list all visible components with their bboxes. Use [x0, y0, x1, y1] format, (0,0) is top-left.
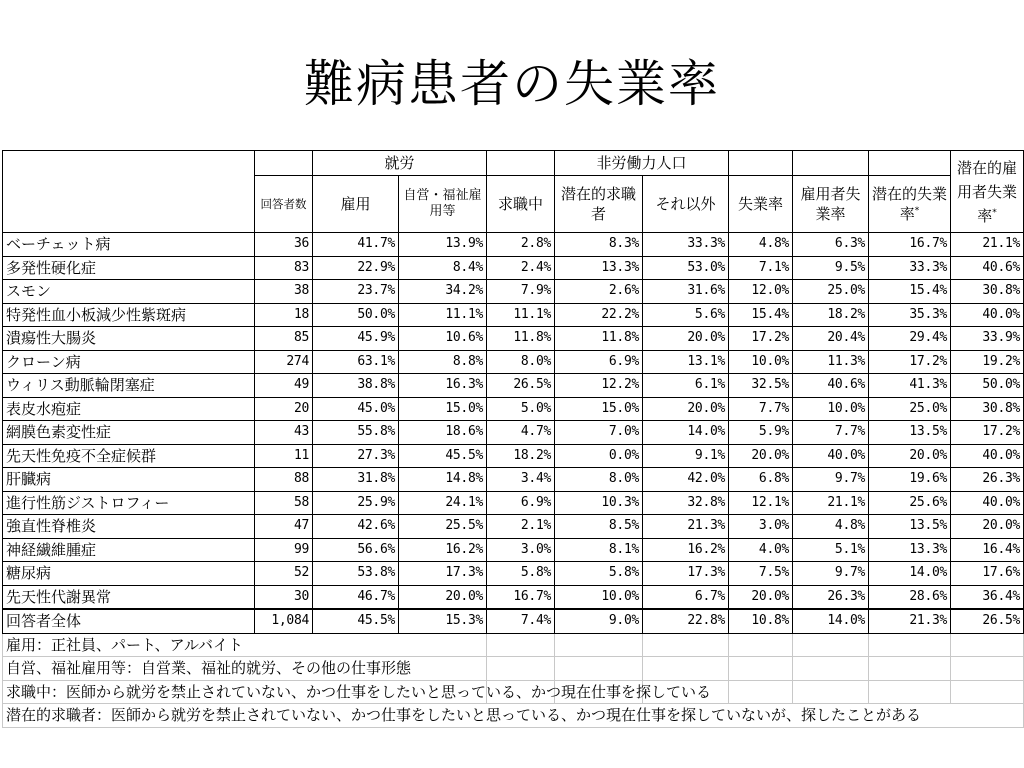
- value-cell: 20.0%: [869, 444, 951, 468]
- value-cell: 8.0%: [487, 350, 555, 374]
- header-latent-unemployment: [869, 176, 951, 233]
- table-row: [3, 350, 1024, 374]
- value-cell: 7.7%: [793, 421, 869, 445]
- header-job-seeking: 求職中: [487, 176, 555, 233]
- disease-name-cell: 強直性脊椎炎: [3, 515, 255, 539]
- value-cell: 30.8%: [951, 280, 1024, 304]
- footnote-empty-cell: [869, 680, 951, 704]
- table-row: [3, 444, 1024, 468]
- disease-name-cell: 特発性血小板減少性紫斑病: [3, 303, 255, 327]
- footnote-empty-cell: [487, 633, 555, 657]
- table-row: [3, 256, 1024, 280]
- value-cell: 20.0%: [399, 585, 487, 609]
- value-cell: 41.7%: [313, 233, 399, 257]
- value-cell: 12.0%: [729, 280, 793, 304]
- header-empty-2: [487, 151, 555, 176]
- footnote-text: 雇用：正社員、パート、アルバイト: [3, 633, 487, 657]
- disease-name-cell: 進行性筋ジストロフィー: [3, 491, 255, 515]
- footnote-empty-cell: [487, 657, 555, 681]
- value-cell: 5.8%: [487, 562, 555, 586]
- value-cell: 274: [255, 350, 313, 374]
- footnote-empty-cell: [729, 633, 793, 657]
- header-latent-unemployment-label: 潜在的失業率: [872, 185, 948, 223]
- disease-name-cell: 神経繊維腫症: [3, 538, 255, 562]
- disease-name-cell: 表皮水疱症: [3, 397, 255, 421]
- value-cell: 6.7%: [643, 585, 729, 609]
- value-cell: 2.4%: [487, 256, 555, 280]
- value-cell: 17.2%: [729, 327, 793, 351]
- value-cell: 2.8%: [487, 233, 555, 257]
- disease-name-cell: 糖尿病: [3, 562, 255, 586]
- value-cell: 8.5%: [555, 515, 643, 539]
- value-cell: 14.0%: [869, 562, 951, 586]
- disease-name-cell: 網膜色素変性症: [3, 421, 255, 445]
- value-cell: 22.8%: [643, 609, 729, 633]
- disease-name-cell: ウィリス動脈輪閉塞症: [3, 374, 255, 398]
- value-cell: 38: [255, 280, 313, 304]
- table-row: [3, 515, 1024, 539]
- value-cell: 17.3%: [643, 562, 729, 586]
- unemployment-table: [2, 150, 1024, 728]
- value-cell: 34.2%: [399, 280, 487, 304]
- header-latent-employee-unemployment: [951, 151, 1024, 233]
- value-cell: 10.6%: [399, 327, 487, 351]
- value-cell: 25.9%: [313, 491, 399, 515]
- value-cell: 26.3%: [793, 585, 869, 609]
- value-cell: 16.7%: [869, 233, 951, 257]
- value-cell: 50.0%: [313, 303, 399, 327]
- disease-name-cell: スモン: [3, 280, 255, 304]
- value-cell: 53.0%: [643, 256, 729, 280]
- value-cell: 15.4%: [729, 303, 793, 327]
- value-cell: 45.0%: [313, 397, 399, 421]
- value-cell: 19.2%: [951, 350, 1024, 374]
- footnote-row: [3, 657, 1024, 681]
- value-cell: 40.0%: [951, 303, 1024, 327]
- value-cell: 11.8%: [487, 327, 555, 351]
- value-cell: 9.7%: [793, 562, 869, 586]
- disease-name-cell: 回答者全体: [3, 609, 255, 633]
- value-cell: 18.6%: [399, 421, 487, 445]
- table-row: [3, 538, 1024, 562]
- value-cell: 13.1%: [643, 350, 729, 374]
- value-cell: 20.0%: [643, 397, 729, 421]
- value-cell: 19.6%: [869, 468, 951, 492]
- value-cell: 41.3%: [869, 374, 951, 398]
- footnote-empty-cell: [643, 657, 729, 681]
- value-cell: 33.3%: [643, 233, 729, 257]
- footnote-empty-cell: [793, 633, 869, 657]
- value-cell: 11.3%: [793, 350, 869, 374]
- value-cell: 14.8%: [399, 468, 487, 492]
- value-cell: 18.2%: [793, 303, 869, 327]
- value-cell: 10.0%: [729, 350, 793, 374]
- value-cell: 25.6%: [869, 491, 951, 515]
- value-cell: 22.2%: [555, 303, 643, 327]
- value-cell: 7.1%: [729, 256, 793, 280]
- value-cell: 13.5%: [869, 515, 951, 539]
- value-cell: 50.0%: [951, 374, 1024, 398]
- value-cell: 0.0%: [555, 444, 643, 468]
- header-empty-1: [255, 151, 313, 176]
- table-row: [3, 491, 1024, 515]
- value-cell: 40.6%: [951, 256, 1024, 280]
- value-cell: 17.2%: [951, 421, 1024, 445]
- value-cell: 9.1%: [643, 444, 729, 468]
- header-empty-3: [729, 151, 793, 176]
- value-cell: 7.0%: [555, 421, 643, 445]
- value-cell: 45.9%: [313, 327, 399, 351]
- value-cell: 83: [255, 256, 313, 280]
- header-employed: 雇用: [313, 176, 399, 233]
- value-cell: 6.3%: [793, 233, 869, 257]
- value-cell: 42.0%: [643, 468, 729, 492]
- footnote-text: 求職中：医師から就労を禁止されていない、かつ仕事をしたいと思っている、かつ現在仕事を探している: [3, 680, 487, 704]
- page-title: 難病患者の失業率: [304, 55, 720, 113]
- value-cell: 40.0%: [793, 444, 869, 468]
- value-cell: 9.0%: [555, 609, 643, 633]
- value-cell: 17.2%: [869, 350, 951, 374]
- value-cell: 4.8%: [793, 515, 869, 539]
- value-cell: 15.0%: [399, 397, 487, 421]
- value-cell: 20.0%: [729, 444, 793, 468]
- value-cell: 9.5%: [793, 256, 869, 280]
- disease-name-cell: 先天性代謝異常: [3, 585, 255, 609]
- header-blank-cell: [3, 151, 255, 233]
- footnote-empty-cell: [729, 657, 793, 681]
- value-cell: 20.0%: [729, 585, 793, 609]
- value-cell: 7.4%: [487, 609, 555, 633]
- disease-name-cell: 潰瘍性大腸炎: [3, 327, 255, 351]
- value-cell: 4.7%: [487, 421, 555, 445]
- value-cell: 8.3%: [555, 233, 643, 257]
- value-cell: 36: [255, 233, 313, 257]
- value-cell: 33.9%: [951, 327, 1024, 351]
- value-cell: 15.0%: [555, 397, 643, 421]
- value-cell: 26.5%: [951, 609, 1024, 633]
- value-cell: 32.5%: [729, 374, 793, 398]
- value-cell: 10.0%: [555, 585, 643, 609]
- value-cell: 5.1%: [793, 538, 869, 562]
- value-cell: 3.4%: [487, 468, 555, 492]
- header-empty-4: [793, 151, 869, 176]
- value-cell: 88: [255, 468, 313, 492]
- value-cell: 99: [255, 538, 313, 562]
- value-cell: 63.1%: [313, 350, 399, 374]
- value-cell: 14.0%: [793, 609, 869, 633]
- value-cell: 85: [255, 327, 313, 351]
- value-cell: 21.1%: [951, 233, 1024, 257]
- value-cell: 26.3%: [951, 468, 1024, 492]
- value-cell: 11: [255, 444, 313, 468]
- value-cell: 13.9%: [399, 233, 487, 257]
- value-cell: 15.4%: [869, 280, 951, 304]
- value-cell: 17.3%: [399, 562, 487, 586]
- value-cell: 20.0%: [951, 515, 1024, 539]
- value-cell: 4.0%: [729, 538, 793, 562]
- table-row: [3, 374, 1024, 398]
- value-cell: 16.3%: [399, 374, 487, 398]
- value-cell: 2.1%: [487, 515, 555, 539]
- value-cell: 6.1%: [643, 374, 729, 398]
- value-cell: 7.9%: [487, 280, 555, 304]
- value-cell: 8.8%: [399, 350, 487, 374]
- value-cell: 20.4%: [793, 327, 869, 351]
- footnote-text: 潜在的求職者：医師から就労を禁止されていない、かつ仕事をしたいと思っている、かつ現在仕事を探していないが、探したことがある: [3, 704, 1024, 728]
- value-cell: 42.6%: [313, 515, 399, 539]
- footnote-empty-cell: [869, 657, 951, 681]
- value-cell: 27.3%: [313, 444, 399, 468]
- value-cell: 16.2%: [643, 538, 729, 562]
- disease-name-cell: 多発性硬化症: [3, 256, 255, 280]
- footnote-row: [3, 704, 1024, 728]
- value-cell: 10.3%: [555, 491, 643, 515]
- footnote-empty-cell: [869, 633, 951, 657]
- value-cell: 3.0%: [487, 538, 555, 562]
- table-row: [3, 468, 1024, 492]
- value-cell: 28.6%: [869, 585, 951, 609]
- value-cell: 25.0%: [869, 397, 951, 421]
- table-row: [3, 280, 1024, 304]
- value-cell: 11.1%: [487, 303, 555, 327]
- value-cell: 21.3%: [643, 515, 729, 539]
- value-cell: 36.4%: [951, 585, 1024, 609]
- value-cell: 20: [255, 397, 313, 421]
- value-cell: 15.3%: [399, 609, 487, 633]
- value-cell: 12.2%: [555, 374, 643, 398]
- value-cell: 16.4%: [951, 538, 1024, 562]
- table-row: [3, 562, 1024, 586]
- value-cell: 11.1%: [399, 303, 487, 327]
- header-self-welfare: 自営・福祉雇用等: [399, 176, 487, 233]
- value-cell: 16.7%: [487, 585, 555, 609]
- value-cell: 49: [255, 374, 313, 398]
- footnote-row: [3, 680, 1024, 704]
- value-cell: 31.6%: [643, 280, 729, 304]
- table-row: [3, 233, 1024, 257]
- value-cell: 21.1%: [793, 491, 869, 515]
- value-cell: 58: [255, 491, 313, 515]
- value-cell: 32.8%: [643, 491, 729, 515]
- header-unemployment-rate: 失業率: [729, 176, 793, 233]
- header-latent-seekers: 潜在的求職者: [555, 176, 643, 233]
- value-cell: 29.4%: [869, 327, 951, 351]
- value-cell: 17.6%: [951, 562, 1024, 586]
- value-cell: 12.1%: [729, 491, 793, 515]
- value-cell: 6.8%: [729, 468, 793, 492]
- value-cell: 8.0%: [555, 468, 643, 492]
- footnote-row: [3, 633, 1024, 657]
- header-respondents: 回答者数: [255, 176, 313, 233]
- header-row-groups: [3, 151, 1024, 176]
- value-cell: 2.6%: [555, 280, 643, 304]
- value-cell: 53.8%: [313, 562, 399, 586]
- footnote-empty-cell: [951, 680, 1024, 704]
- value-cell: 20.0%: [643, 327, 729, 351]
- value-cell: 40.6%: [793, 374, 869, 398]
- value-cell: 52: [255, 562, 313, 586]
- value-cell: 23.7%: [313, 280, 399, 304]
- disease-name-cell: 肝臓病: [3, 468, 255, 492]
- value-cell: 25.0%: [793, 280, 869, 304]
- total-row: [3, 609, 1024, 633]
- footnote-empty-cell: [951, 633, 1024, 657]
- value-cell: 10.8%: [729, 609, 793, 633]
- disease-name-cell: ベーチェット病: [3, 233, 255, 257]
- header-others: それ以外: [643, 176, 729, 233]
- disease-name-cell: 先天性免疫不全症候群: [3, 444, 255, 468]
- value-cell: 47: [255, 515, 313, 539]
- value-cell: 16.2%: [399, 538, 487, 562]
- value-cell: 14.0%: [643, 421, 729, 445]
- table-row: [3, 585, 1024, 609]
- value-cell: 31.8%: [313, 468, 399, 492]
- value-cell: 5.0%: [487, 397, 555, 421]
- value-cell: 35.3%: [869, 303, 951, 327]
- footnote-empty-cell: [793, 680, 869, 704]
- value-cell: 8.1%: [555, 538, 643, 562]
- value-cell: 9.7%: [793, 468, 869, 492]
- footnote-empty-cell: [951, 657, 1024, 681]
- value-cell: 46.7%: [313, 585, 399, 609]
- value-cell: 13.3%: [869, 538, 951, 562]
- value-cell: 38.8%: [313, 374, 399, 398]
- value-cell: 7.5%: [729, 562, 793, 586]
- value-cell: 7.7%: [729, 397, 793, 421]
- table-row: [3, 397, 1024, 421]
- value-cell: 43: [255, 421, 313, 445]
- value-cell: 21.3%: [869, 609, 951, 633]
- value-cell: 5.8%: [555, 562, 643, 586]
- disease-name-cell: クローン病: [3, 350, 255, 374]
- value-cell: 10.0%: [793, 397, 869, 421]
- header-latent-employee-unemployment-label: 潜在的雇用者失業率: [957, 158, 1018, 225]
- footnote-empty-cell: [555, 657, 643, 681]
- value-cell: 22.9%: [313, 256, 399, 280]
- value-cell: 18.2%: [487, 444, 555, 468]
- header-employee-unemployment: 雇用者失業率: [793, 176, 869, 233]
- value-cell: 45.5%: [399, 444, 487, 468]
- value-cell: 6.9%: [555, 350, 643, 374]
- footnote-empty-cell: [729, 680, 793, 704]
- value-cell: 6.9%: [487, 491, 555, 515]
- value-cell: 26.5%: [487, 374, 555, 398]
- value-cell: 24.1%: [399, 491, 487, 515]
- value-cell: 11.8%: [555, 327, 643, 351]
- header-group-nonlabor: 非労働力人口: [555, 151, 729, 176]
- value-cell: 3.0%: [729, 515, 793, 539]
- value-cell: 5.6%: [643, 303, 729, 327]
- header-group-employment: 就労: [313, 151, 487, 176]
- table-row: [3, 421, 1024, 445]
- value-cell: 40.0%: [951, 444, 1024, 468]
- footnote-text: 自営、福祉雇用等：自営業、福祉的就労、その他の仕事形態: [3, 657, 487, 681]
- value-cell: 18: [255, 303, 313, 327]
- table-row: [3, 303, 1024, 327]
- value-cell: 13.3%: [555, 256, 643, 280]
- value-cell: 8.4%: [399, 256, 487, 280]
- value-cell: 13.5%: [869, 421, 951, 445]
- value-cell: 5.9%: [729, 421, 793, 445]
- footnote-empty-cell: [643, 633, 729, 657]
- value-cell: 55.8%: [313, 421, 399, 445]
- value-cell: 25.5%: [399, 515, 487, 539]
- value-cell: 1,084: [255, 609, 313, 633]
- footnote-empty-cell: [793, 657, 869, 681]
- value-cell: 4.8%: [729, 233, 793, 257]
- asterisk-mark: *: [992, 207, 997, 218]
- table-row: [3, 327, 1024, 351]
- value-cell: 33.3%: [869, 256, 951, 280]
- value-cell: 56.6%: [313, 538, 399, 562]
- footnote-empty-cell: [555, 633, 643, 657]
- value-cell: 40.0%: [951, 491, 1024, 515]
- asterisk-mark: *: [914, 206, 920, 216]
- value-cell: 30.8%: [951, 397, 1024, 421]
- value-cell: 45.5%: [313, 609, 399, 633]
- header-empty-5: [869, 151, 951, 176]
- value-cell: 30: [255, 585, 313, 609]
